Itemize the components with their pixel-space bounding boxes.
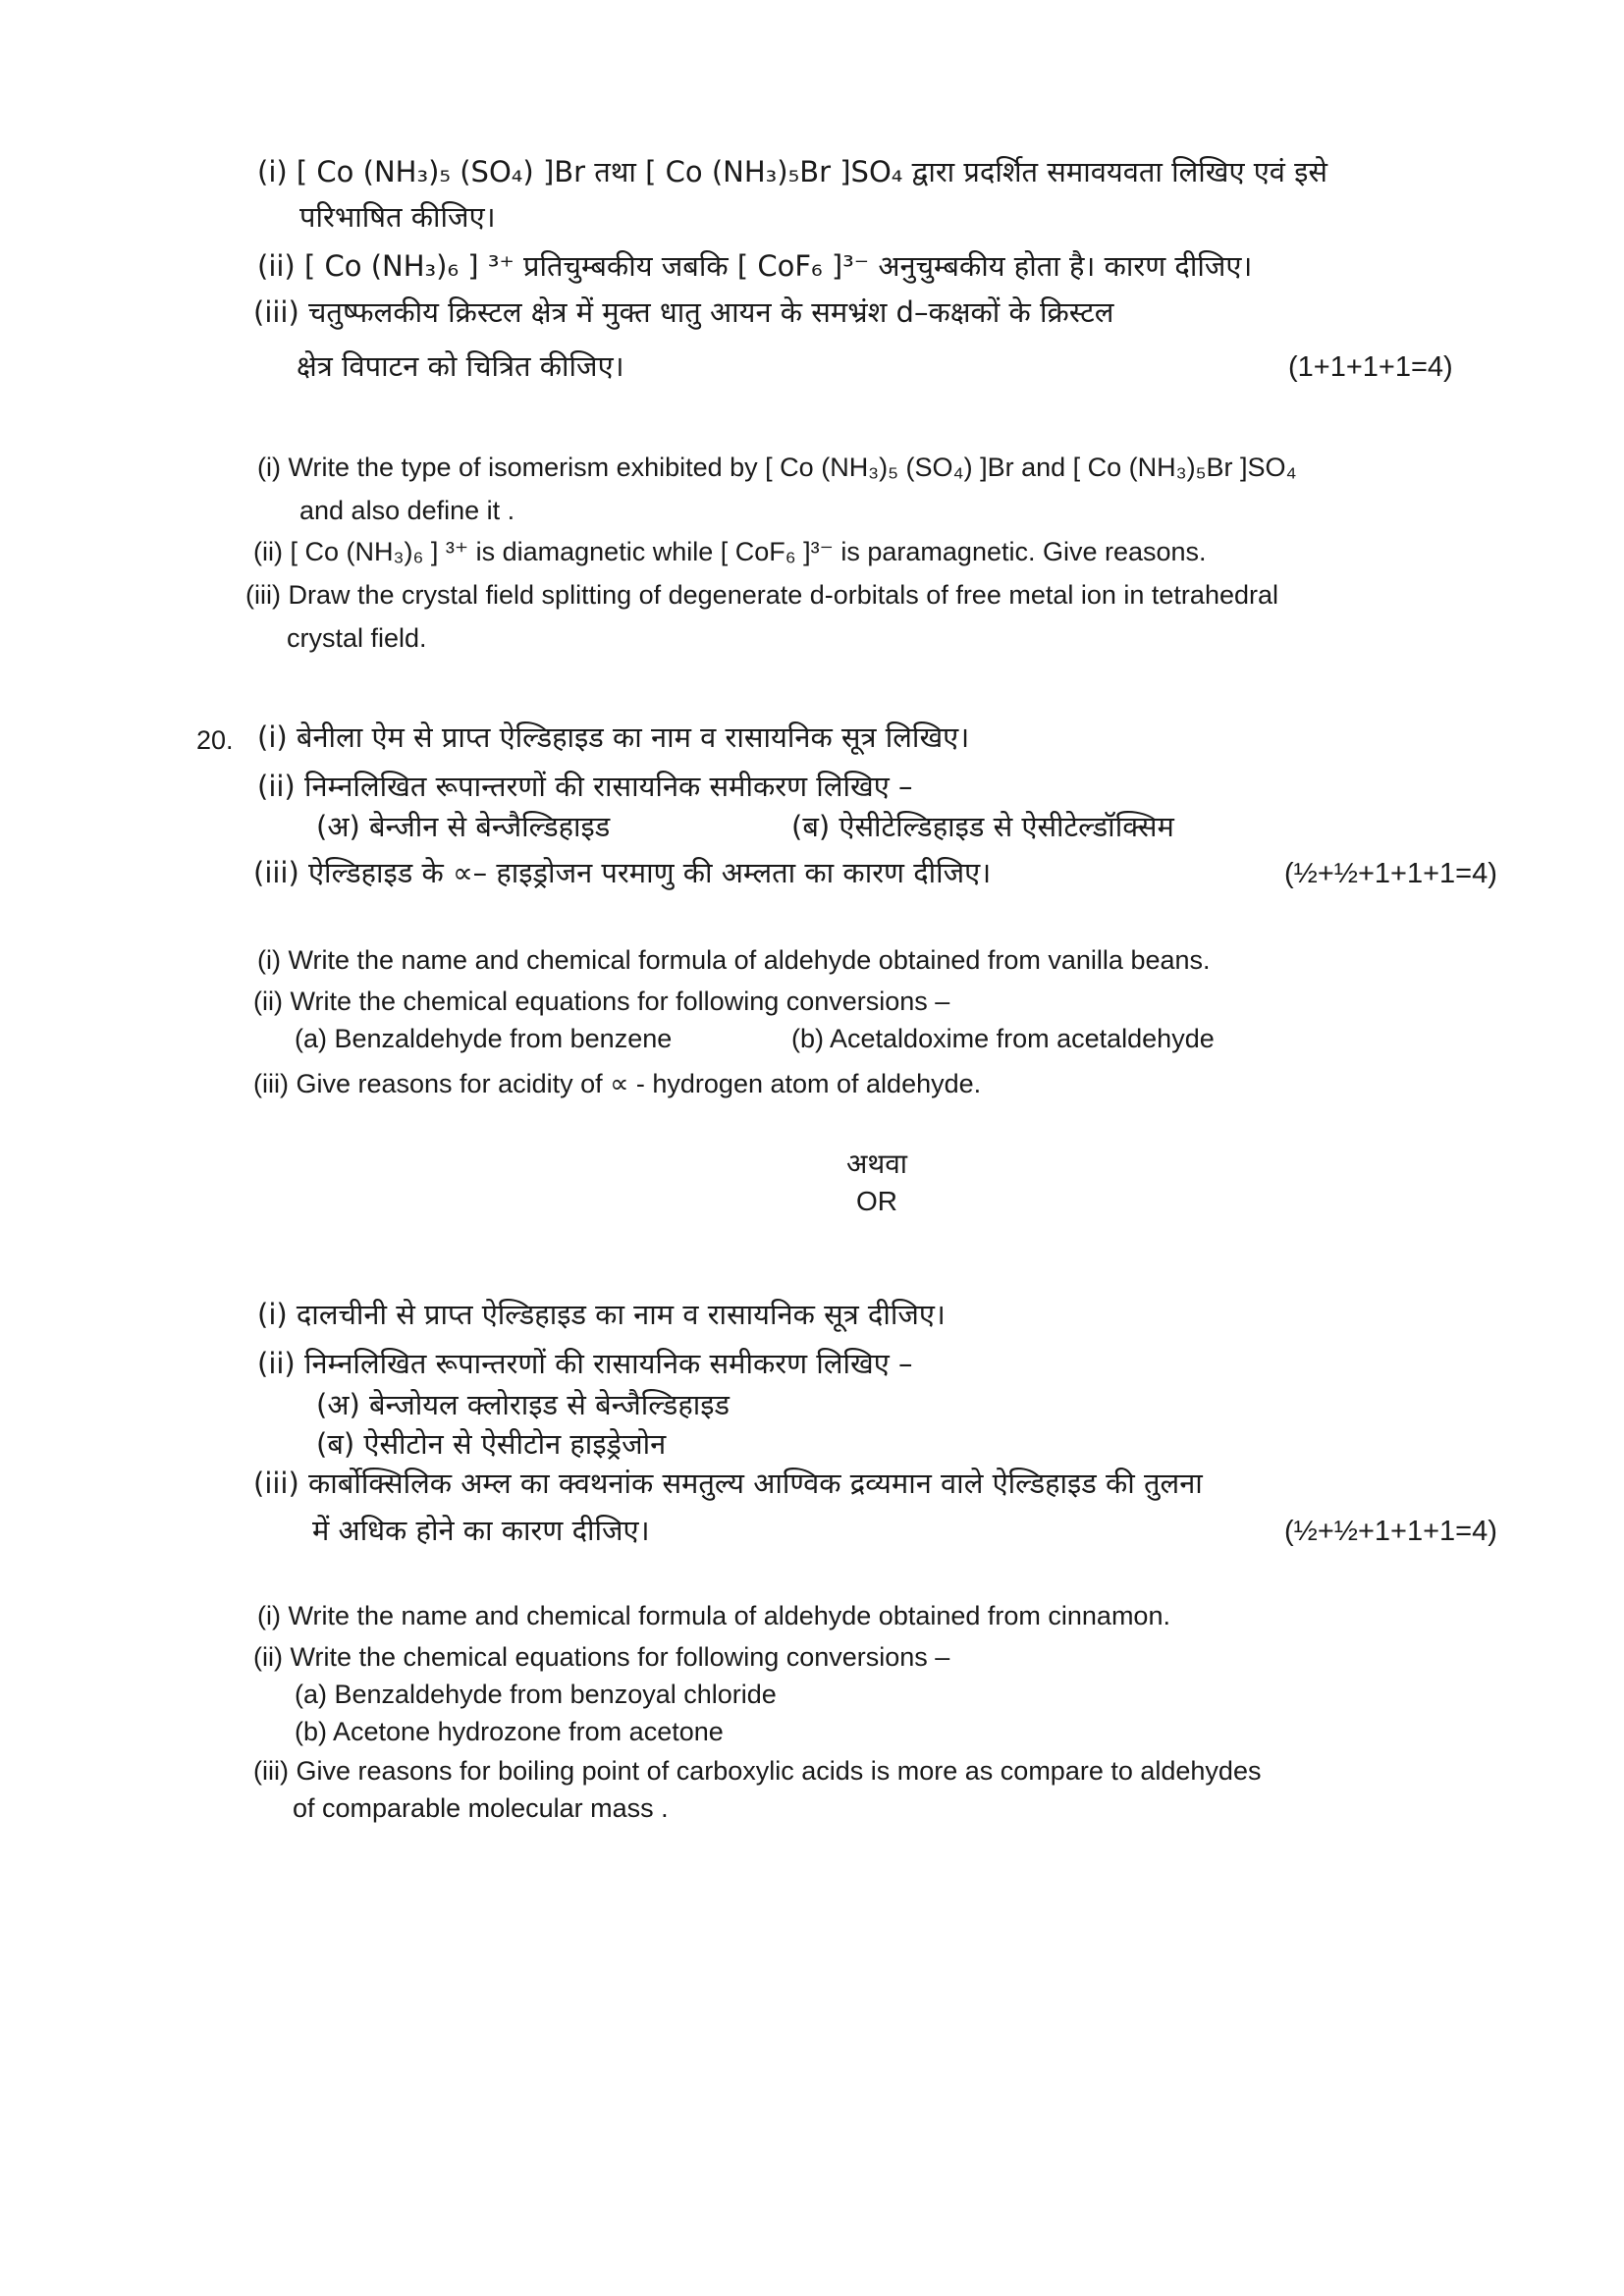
marks-block-1: (1+1+1+1=4) bbox=[1288, 351, 1453, 383]
or-english-text: OR bbox=[856, 1186, 897, 1216]
q20alt-hindi-ii: (ii) निम्नलिखित रूपान्तरणों की रासायनिक समीकरण लिखिए – bbox=[257, 1347, 913, 1380]
hindi-q-i-line1: (i) [ Co (NH₃)₅ (SO₄) ]Br तथा [ Co (NH₃)₅Br ]SO₄ द्वारा प्रदर्शित समावयवता लिखिए एवं इसे bbox=[257, 155, 1327, 188]
hindi-q-i-line2: परिभाषित कीजिए। bbox=[299, 200, 496, 234]
hindi-q-iii-line1: (iii) चतुष्फलकीय क्रिस्टल क्षेत्र में मुक्त धातु आयन के समभ्रंश d–कक्षकों के क्रिस्टल bbox=[253, 295, 1114, 329]
hindi-q-ii-line: (ii) [ Co (NH₃)₆ ] ³⁺ प्रतिचुम्बकीय जबकि [ CoF₆ ]³⁻ अनुचुम्बकीय होता है। कारण दीजिए। bbox=[257, 249, 1253, 283]
english-q-ii-line: (ii) [ Co (NH₃)₆ ] ³⁺ is diamagnetic while [ CoF₆ ]³⁻ is paramagnetic. Give reasons. bbox=[253, 537, 1207, 566]
english-q-i-line2: and also define it . bbox=[299, 496, 515, 525]
english-q-iii-line2: crystal field. bbox=[287, 623, 427, 653]
q20-english-i: (i) Write the name and chemical formula of aldehyde obtained from vanilla beans. bbox=[257, 945, 1211, 975]
english-q-iii-line1: (iii) Draw the crystal field splitting of degenerate d-orbitals of free metal ion in tetrahedral bbox=[245, 580, 1278, 610]
q20-english-iii: (iii) Give reasons for acidity of ∝ - hydrogen atom of aldehyde. bbox=[253, 1069, 982, 1098]
marks-q20: (½+½+1+1+1=4) bbox=[1284, 858, 1497, 889]
q20alt-english-ii-b: (b) Acetone hydrozone from acetone bbox=[295, 1717, 724, 1746]
q20alt-english-iii-line2: of comparable molecular mass . bbox=[293, 1793, 669, 1823]
q20-english-ii: (ii) Write the chemical equations for following conversions – bbox=[253, 987, 950, 1016]
q20-hindi-ii-b: (ब) ऐसीटेल्डिहाइड से ऐसीटेल्डॉक्सिम bbox=[791, 810, 1174, 843]
q20alt-hindi-iii-line2: में अधिक होने का कारण दीजिए। bbox=[312, 1514, 650, 1547]
english-q-i-line1: (i) Write the type of isomerism exhibited by [ Co (NH₃)₅ (SO₄) ]Br and [ Co (NH₃)₅Br ]SO₄ bbox=[257, 453, 1297, 482]
marks-q20-alt: (½+½+1+1+1=4) bbox=[1284, 1516, 1497, 1547]
q20-hindi-ii-a: (अ) बेन्जीन से बेन्जैल्डिहाइड bbox=[316, 810, 611, 843]
q20alt-hindi-ii-a: (अ) बेन्जोयल क्लोराइड से बेन्जैल्डिहाइड bbox=[316, 1388, 730, 1421]
q20-hindi-iii: (iii) ऐल्डिहाइड के ∝– हाइड्रोजन परमाणु की अम्लता का कारण दीजिए। bbox=[253, 856, 992, 889]
q20alt-english-iii-line1: (iii) Give reasons for boiling point of carboxylic acids is more as compare to aldehydes bbox=[253, 1756, 1262, 1786]
q20alt-english-i: (i) Write the name and chemical formula of aldehyde obtained from cinnamon. bbox=[257, 1601, 1170, 1630]
hindi-q-iii-line2: क्षेत्र विपाटन को चित्रित कीजिए। bbox=[297, 349, 624, 383]
or-hindi bbox=[0, 1145, 1624, 1182]
q20alt-hindi-iii-line1: (iii) कार्बोक्सिलिक अम्ल का क्वथनांक समतुल्य आण्विक द्रव्यमान वाले ऐल्डिहाइड की तुलना bbox=[253, 1467, 1203, 1500]
or-hindi-text: अथवा bbox=[845, 1148, 908, 1180]
question-number: 20. bbox=[196, 725, 234, 755]
q20-english-ii-b: (b) Acetaldoxime from acetaldehyde bbox=[791, 1024, 1215, 1053]
q20alt-english-ii-a: (a) Benzaldehyde from benzoyal chloride bbox=[295, 1680, 777, 1709]
q20alt-english-ii: (ii) Write the chemical equations for following conversions – bbox=[253, 1642, 950, 1672]
q20alt-hindi-ii-b: (ब) ऐसीटोन से ऐसीटोन हाइड्रेजोन bbox=[316, 1427, 667, 1461]
q20alt-hindi-i: (i) दालचीनी से प्राप्त ऐल्डिहाइड का नाम व रासायनिक सूत्र दीजिए। bbox=[257, 1298, 946, 1331]
q20-english-ii-a: (a) Benzaldehyde from benzene bbox=[295, 1024, 673, 1053]
q20-hindi-ii: (ii) निम्नलिखित रूपान्तरणों की रासायनिक समीकरण लिखिए – bbox=[257, 770, 913, 803]
q20-hindi-i: (i) बेनीला ऐम से प्राप्त ऐल्डिहाइड का नाम व रासायनिक सूत्र लिखिए। bbox=[257, 721, 970, 754]
or-english bbox=[0, 1186, 1624, 1217]
